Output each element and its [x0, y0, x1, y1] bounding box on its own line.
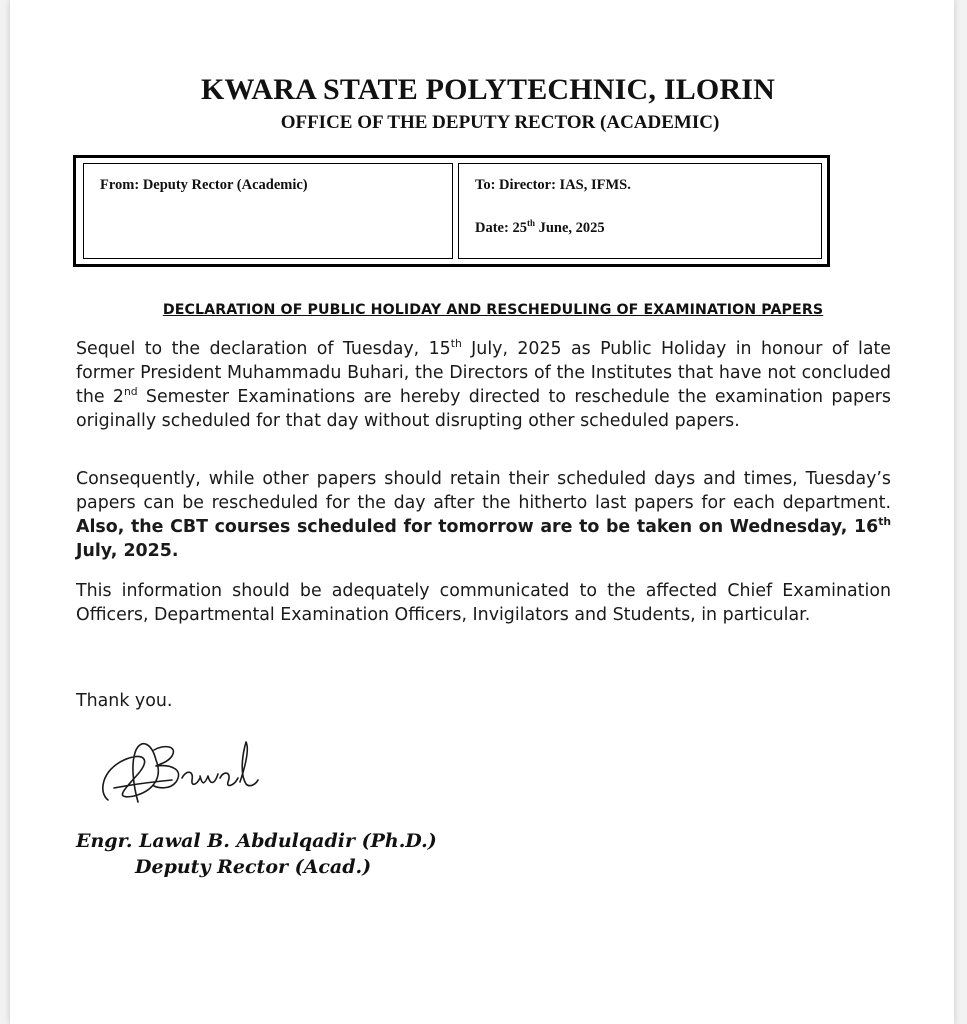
memo-date-prefix: Date: 25 — [475, 220, 527, 236]
memo-to: To: Director: IAS, IFMS. — [475, 177, 631, 193]
p1-text-a: Sequel to the declaration of Tuesday, 15 — [76, 339, 451, 359]
p1-text-b: July, 2025 as Public Holiday in honour of late former President Muhammadu Buhari, the Directors of the Institutes that have not concluded the 2 — [76, 339, 891, 407]
handwritten-signature — [94, 730, 264, 820]
p2-bold-text — [76, 517, 891, 561]
p1-sup-1: th — [450, 337, 462, 351]
paragraph-3: This information should be adequately communicated to the affected Chief Examination Officers, Departmental Examination Officers, Invigilators and Students, in particular. — [76, 581, 891, 625]
memo-date-suffix: June, 2025 — [534, 220, 605, 236]
p2-text-a: Consequently, while other papers should retain their scheduled days and times, Tuesday’s papers can be rescheduled for the day after the hitherto last papers for each department. — [76, 469, 891, 513]
memo-date — [475, 220, 605, 237]
p2-bold-a: Also, the CBT courses scheduled for tomorrow are to be taken on Wednesday, 16 — [76, 517, 879, 537]
signer-name: Engr. Lawal B. Abdulqadir (Ph.D.) — [76, 830, 437, 852]
signer-title: Deputy Rector (Acad.) — [135, 856, 372, 878]
memo-header-box — [73, 155, 830, 267]
office-title: OFFICE OF THE DEPUTY RECTOR (ACADEMIC) — [280, 112, 720, 133]
p2-bold-sup: th — [878, 515, 891, 529]
p1-sup-2: nd — [123, 385, 138, 399]
institution-title: KWARA STATE POLYTECHNIC, ILORIN — [200, 73, 776, 106]
paragraph-1 — [76, 337, 891, 433]
memo-to-cell — [458, 163, 822, 259]
p2-bold-b: July, 2025. — [76, 541, 179, 561]
paragraph-2 — [76, 467, 891, 563]
closing-thanks: Thank you. — [76, 691, 173, 711]
memo-page — [10, 0, 954, 1024]
memo-date-sup: th — [526, 218, 535, 229]
memo-from-cell — [83, 163, 453, 259]
memo-from: From: Deputy Rector (Academic) — [100, 177, 308, 193]
p1-text-c: Semester Examinations are hereby directed to reschedule the examination papers originally scheduled for that day without disrupting other scheduled papers. — [76, 387, 891, 431]
memo-subject: DECLARATION OF PUBLIC HOLIDAY AND RESCHEDULING OF EXAMINATION PAPERS — [162, 302, 824, 318]
